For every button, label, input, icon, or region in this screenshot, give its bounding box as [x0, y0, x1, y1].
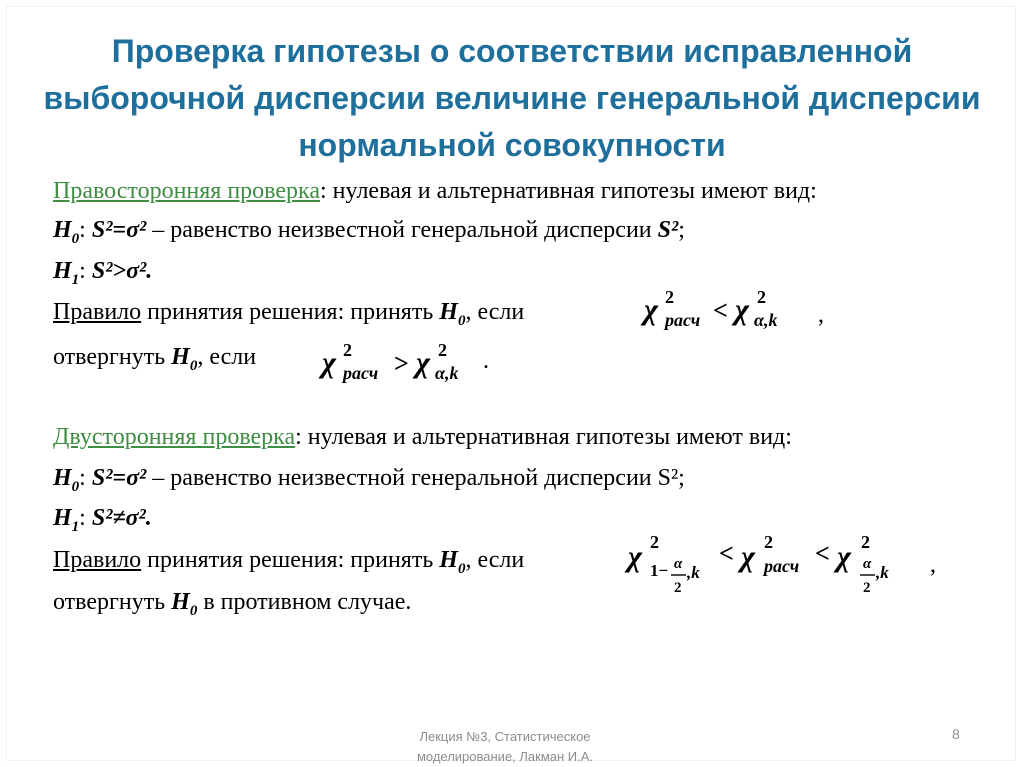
chi-square-exp: 2 — [343, 340, 352, 360]
two-denominator: 2 — [674, 580, 682, 596]
right-h0-end: ; — [678, 217, 685, 243]
right-accept-formula — [640, 285, 810, 338]
chi-symbol: χ — [735, 293, 749, 326]
two-test-header-line — [53, 422, 792, 452]
chi-square-exp: 2 — [665, 287, 674, 307]
slide-footer — [380, 727, 630, 767]
alpha-numerator: α — [674, 556, 683, 572]
right-h0-expr: S²=σ² — [91, 217, 147, 243]
right-h1-label: $H_1$ — [53, 258, 80, 288]
footer-line-1: Лекция №3, Статистическое — [419, 729, 591, 744]
right-h0-line — [53, 215, 685, 254]
right-rule-text: принятия решения: принять — [141, 299, 440, 325]
two-h1-colon: : — [79, 505, 86, 531]
chi-symbol: χ — [322, 346, 336, 379]
alpha-k-subscript: α,k — [435, 363, 459, 383]
two-h0-expr: S²=σ² — [91, 465, 147, 491]
two-test-link[interactable]: Двусторонняя проверка — [53, 424, 296, 450]
two-h0-text: – равенство неизвестной генеральной дисперсии S²; — [146, 465, 685, 491]
two-h1-line — [53, 503, 152, 542]
two-h0-line — [53, 463, 685, 502]
right-rule-comma: , — [818, 302, 824, 328]
chi-square-exp: 2 — [861, 532, 870, 552]
page-number: 8 — [952, 726, 960, 742]
right-test-link[interactable]: Правосторонняя проверка — [53, 178, 320, 204]
right-h1-line — [53, 256, 152, 295]
right-rule-word: Правило — [53, 299, 142, 325]
right-rule-if: , если — [465, 299, 525, 325]
two-reject-line — [53, 587, 411, 626]
chi-symbol: χ — [628, 540, 642, 573]
comma-k-subscript: ,k — [687, 563, 700, 582]
chi-symbol: χ — [837, 540, 851, 573]
alpha-numerator: α — [863, 556, 872, 572]
right-reject-line — [53, 342, 256, 381]
calc-subscript: расч — [665, 310, 701, 330]
right-h0-label: $H_0$ — [53, 217, 80, 247]
right-h0-text: – равенство неизвестной генеральной дисперсии — [146, 217, 658, 243]
two-test-header-rest: : нулевая и альтернативная гипотезы имеют вид: — [295, 424, 792, 450]
comma-k-subscript: ,k — [876, 563, 889, 582]
two-h1-expr: S²≠σ². — [91, 505, 152, 531]
two-h0-colon: : — [79, 465, 86, 491]
calc-subscript: расч — [764, 556, 800, 576]
right-h1-expr: S²>σ². — [91, 258, 153, 284]
two-reject-text: отвергнуть — [53, 589, 172, 615]
right-h0-s: S² — [657, 217, 679, 243]
right-reject-text: отвергнуть — [53, 344, 172, 370]
two-rule-word: Правило — [53, 547, 142, 573]
chi-square-exp: 2 — [764, 532, 773, 552]
chi-square-exp: 2 — [650, 532, 659, 552]
less-than: < — [719, 539, 734, 568]
right-test-header-line — [53, 176, 817, 206]
calc-subscript: расч — [343, 363, 379, 383]
two-accept-formula — [624, 524, 924, 607]
one-minus: 1− — [650, 561, 669, 580]
chi-symbol: χ — [644, 293, 658, 326]
greater-than: > — [394, 349, 409, 378]
right-accept-formula-svg — [640, 285, 810, 333]
chi-square-exp: 2 — [438, 340, 447, 360]
less-than: < — [815, 539, 830, 568]
chi-symbol: χ — [741, 540, 755, 573]
two-h1-label: $H_1$ — [53, 505, 80, 535]
footer-line-2: моделирование, Лакман И.А. — [416, 749, 594, 764]
right-reject-period: . — [483, 348, 489, 374]
less-than: < — [713, 296, 728, 325]
right-reject-h0: $H_0$ — [171, 344, 198, 374]
right-reject-if: , если — [197, 344, 257, 370]
two-rule-if: , если — [465, 547, 525, 573]
two-rule-line — [53, 545, 524, 584]
two-reject-end: в противном случае. — [197, 589, 412, 615]
two-accept-formula-svg — [624, 524, 924, 602]
right-h1-colon: : — [79, 258, 86, 284]
two-rule-text: принятия решения: принять — [141, 547, 440, 573]
chi-square-exp: 2 — [757, 287, 766, 307]
two-h0-label: $H_0$ — [53, 465, 80, 495]
two-rule-h0: $H_0$ — [439, 547, 466, 577]
right-reject-formula — [318, 338, 488, 391]
chi-symbol: χ — [416, 346, 430, 379]
slide-title: Проверка гипотезы о соответствии исправленной выборочной дисперсии величине генеральной дисперсии нормальной совокупности — [43, 33, 981, 163]
alpha-k-subscript: α,k — [754, 310, 778, 330]
right-reject-formula-svg — [318, 338, 488, 386]
right-rule-line — [53, 297, 524, 336]
right-rule-h0: $H_0$ — [439, 299, 466, 329]
two-reject-h0: $H_0$ — [171, 589, 198, 619]
two-denominator: 2 — [863, 580, 871, 596]
right-h0-colon: : — [79, 217, 86, 243]
right-test-header-rest: : нулевая и альтернативная гипотезы имеют вид: — [319, 178, 817, 204]
two-rule-comma: , — [930, 552, 936, 578]
